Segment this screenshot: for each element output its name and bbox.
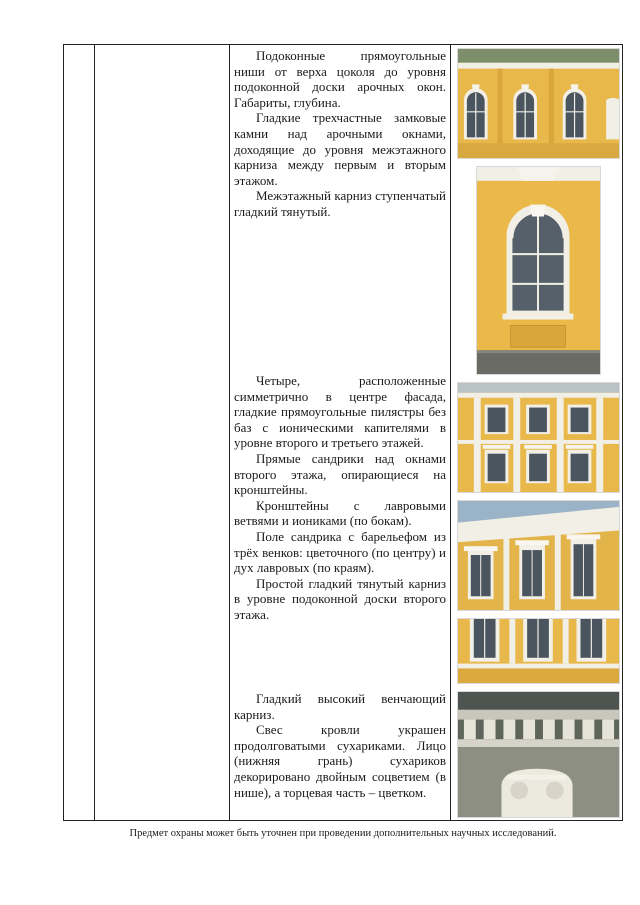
photo-pilasters-facade — [457, 382, 620, 493]
paragraph-window-niches: Подоконные прямоугольные ниши от верха цоколя до уровня подоконной доски арочных окон. Габариты, глубина. — [234, 48, 446, 110]
paragraph-sill-cornice: Простой гладкий тянутый карниз в уровне подоконной доски второго этажа. — [234, 575, 446, 622]
paragraph-crowning-cornice: Гладкий высокий венчающий карниз. — [234, 691, 446, 722]
paragraph-interfloor-cornice: Межэтажный карниз ступенчатый гладкий тянутый. — [234, 188, 446, 219]
table-border-left — [63, 44, 64, 821]
paragraph-brackets: Кронштейны с лавровыми ветвями и иониками (по бокам). — [234, 497, 446, 529]
paragraph-sandriks: Прямые сандрики над окнами второго этажа, опирающиеся на кронштейны. — [234, 450, 446, 498]
text-block-crowning-cornice — [234, 691, 446, 800]
table-border-right — [622, 44, 623, 821]
paragraph-pilasters: Четыре, расположенные симметрично в центре фасада, гладкие прямоугольные пилястры без баз с ионическими капителями в уровне второго и третьего этажей. — [234, 373, 446, 451]
paragraph-roof-dentils: Свес кровли украшен продолговатыми сухариками. Лицо (нижняя грань) сухариков декорировано двойным соцветием (в нише), а торцевая часть – цветком. — [234, 722, 446, 800]
photo-arched-window-closeup — [476, 166, 601, 375]
photo-cornice-dentils — [457, 691, 620, 818]
paragraph-bas-relief: Поле сандрика с барельефом из трёх венков: цветочного (по центру) и дух лавровых (по краям). — [234, 528, 446, 576]
text-block-windows — [234, 48, 446, 220]
table-border-bottom — [63, 820, 623, 821]
photo-second-floor-windows — [457, 618, 620, 684]
table-divider-col1 — [94, 44, 95, 821]
photo-window-pediments — [457, 500, 620, 611]
table-border-top — [63, 44, 623, 45]
text-block-pilasters — [234, 373, 446, 623]
table-divider-col3 — [450, 44, 451, 821]
photo-arched-windows-row — [457, 48, 620, 159]
paragraph-keystones: Гладкие трехчастные замковые камни над арочными окнами, доходящие до уровня межэтажного карниза между первым и вторым этажом. — [234, 110, 446, 188]
footnote: Предмет охраны может быть уточнен при проведении дополнительных научных исследований. — [129, 828, 557, 839]
table-divider-col2 — [229, 44, 230, 821]
